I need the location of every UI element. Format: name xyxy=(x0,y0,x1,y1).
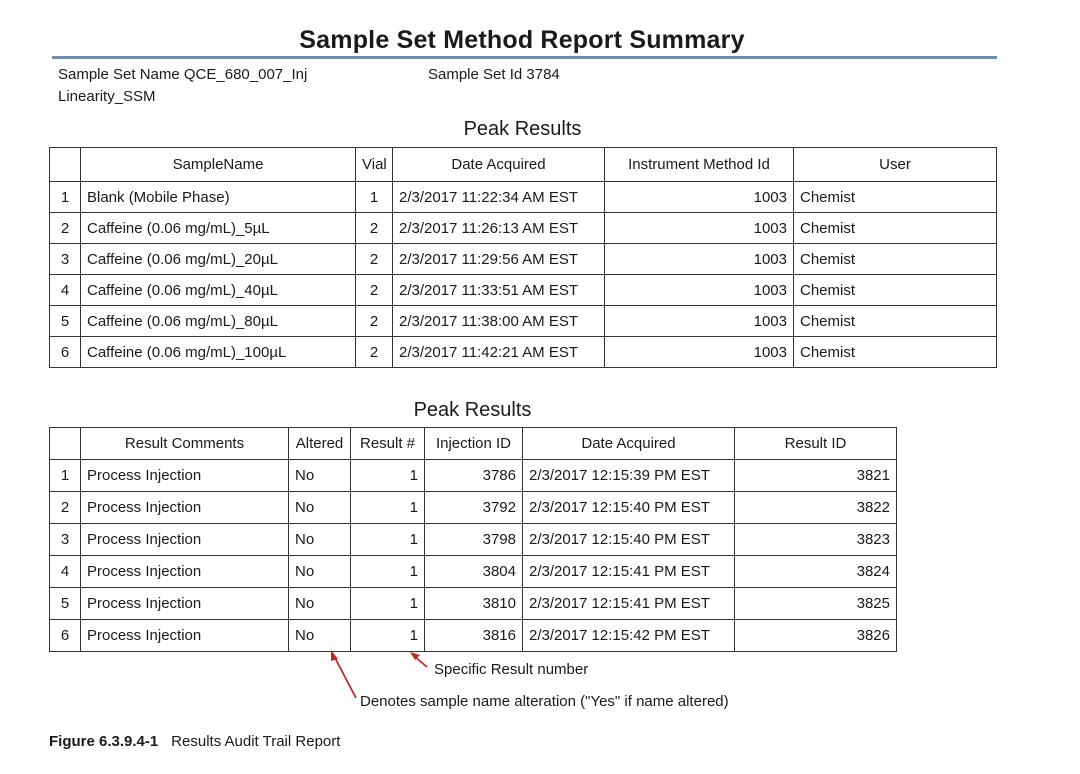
column-header: Vial xyxy=(356,148,393,182)
table-cell: 2/3/2017 11:33:51 AM EST xyxy=(393,275,605,306)
column-header: Result Comments xyxy=(81,428,289,460)
column-header: Altered xyxy=(289,428,351,460)
table-cell: 2/3/2017 12:15:41 PM EST xyxy=(523,588,735,620)
table-cell: No xyxy=(289,556,351,588)
result-number-arrow xyxy=(410,652,427,667)
column-header: Result ID xyxy=(735,428,897,460)
table-cell: 5 xyxy=(50,306,81,337)
table-cell: Process Injection xyxy=(81,492,289,524)
column-header: SampleName xyxy=(81,148,356,182)
table-cell: 1 xyxy=(50,460,81,492)
table-cell: Process Injection xyxy=(81,460,289,492)
table-cell: 3825 xyxy=(735,588,897,620)
table-cell: Chemist xyxy=(794,306,997,337)
column-header: User xyxy=(794,148,997,182)
table-cell: Chemist xyxy=(794,275,997,306)
table-cell: 3804 xyxy=(425,556,523,588)
table-cell: Process Injection xyxy=(81,620,289,652)
column-header: Date Acquired xyxy=(523,428,735,460)
table-cell: 1003 xyxy=(605,337,794,368)
table-cell: 2 xyxy=(50,213,81,244)
table-cell: 3826 xyxy=(735,620,897,652)
table-cell: No xyxy=(289,460,351,492)
table-cell: 2/3/2017 11:42:21 AM EST xyxy=(393,337,605,368)
table-cell: Caffeine (0.06 mg/mL)_100µL xyxy=(81,337,356,368)
table-cell: No xyxy=(289,524,351,556)
table-cell: 3798 xyxy=(425,524,523,556)
result-number-annotation: Specific Result number xyxy=(434,661,589,678)
table-cell: 1 xyxy=(351,492,425,524)
table-cell: 1 xyxy=(356,182,393,213)
table-cell: 1 xyxy=(351,460,425,492)
table-cell: 2/3/2017 11:22:34 AM EST xyxy=(393,182,605,213)
table-cell: Process Injection xyxy=(81,556,289,588)
table-cell: Process Injection xyxy=(81,588,289,620)
table-cell: 5 xyxy=(50,588,81,620)
table-cell: 3 xyxy=(50,524,81,556)
figure-caption xyxy=(49,733,340,750)
figure-number: Figure 6.3.9.4-1 xyxy=(49,733,159,750)
table-cell: 3 xyxy=(50,244,81,275)
column-header: Injection ID xyxy=(425,428,523,460)
table-cell: 2/3/2017 11:29:56 AM EST xyxy=(393,244,605,275)
table-cell: 2/3/2017 12:15:41 PM EST xyxy=(523,556,735,588)
table-cell: 3821 xyxy=(735,460,897,492)
table-cell: 1003 xyxy=(605,244,794,275)
table-cell: 1 xyxy=(351,556,425,588)
column-header: Result # xyxy=(351,428,425,460)
table-cell: 3792 xyxy=(425,492,523,524)
table-cell: 1 xyxy=(351,588,425,620)
table-cell: Caffeine (0.06 mg/mL)_80µL xyxy=(81,306,356,337)
table-cell: No xyxy=(289,492,351,524)
table-cell: 3823 xyxy=(735,524,897,556)
table-cell: 1003 xyxy=(605,275,794,306)
table-cell: 1003 xyxy=(605,182,794,213)
table-cell: Chemist xyxy=(794,244,997,275)
table-cell: 3786 xyxy=(425,460,523,492)
table-cell: No xyxy=(289,620,351,652)
peak-results-title-2: Peak Results xyxy=(413,399,532,421)
table-cell: 2/3/2017 11:26:13 AM EST xyxy=(393,213,605,244)
table-cell: 2/3/2017 11:38:00 AM EST xyxy=(393,306,605,337)
table-cell: 6 xyxy=(50,337,81,368)
table-cell: 3822 xyxy=(735,492,897,524)
table-cell: 2 xyxy=(50,492,81,524)
table-cell: 3810 xyxy=(425,588,523,620)
sample-set-id: Sample Set Id 3784 xyxy=(428,66,560,83)
table-cell: Process Injection xyxy=(81,524,289,556)
table-cell: Chemist xyxy=(794,182,997,213)
column-header: Date Acquired xyxy=(393,148,605,182)
report-title: Sample Set Method Report Summary xyxy=(299,26,745,54)
table-cell: Chemist xyxy=(794,337,997,368)
table-cell: 2/3/2017 12:15:40 PM EST xyxy=(523,492,735,524)
table-cell: 2 xyxy=(356,275,393,306)
figure-title: Results Audit Trail Report xyxy=(171,733,341,750)
sample-set-name-line2: Linearity_SSM xyxy=(58,88,156,105)
sample-set-name-line1: Sample Set Name QCE_680_007_Inj xyxy=(58,66,308,83)
table-cell: 2 xyxy=(356,244,393,275)
table-cell: 2/3/2017 12:15:40 PM EST xyxy=(523,524,735,556)
table-cell: 2 xyxy=(356,337,393,368)
table-cell: 4 xyxy=(50,275,81,306)
table-cell: 2 xyxy=(356,306,393,337)
table-cell: Chemist xyxy=(794,213,997,244)
table-cell: 2/3/2017 12:15:42 PM EST xyxy=(523,620,735,652)
table-cell: Caffeine (0.06 mg/mL)_5µL xyxy=(81,213,356,244)
table-cell: 1 xyxy=(50,182,81,213)
table-cell: 6 xyxy=(50,620,81,652)
table-cell: 1 xyxy=(351,620,425,652)
altered-arrow xyxy=(331,650,356,698)
peak-results-title-1: Peak Results xyxy=(463,118,582,140)
table-cell: Blank (Mobile Phase) xyxy=(81,182,356,213)
table-cell: No xyxy=(289,588,351,620)
table-cell: 1003 xyxy=(605,306,794,337)
table-cell: Caffeine (0.06 mg/mL)_40µL xyxy=(81,275,356,306)
table-cell: Caffeine (0.06 mg/mL)_20µL xyxy=(81,244,356,275)
column-header: Instrument Method Id xyxy=(605,148,794,182)
table-cell: 1003 xyxy=(605,213,794,244)
table-cell: 4 xyxy=(50,556,81,588)
table-cell: 1 xyxy=(351,524,425,556)
table-cell: 2 xyxy=(356,213,393,244)
altered-annotation: Denotes sample name alteration ("Yes" if name altered) xyxy=(360,693,729,710)
table-cell: 3824 xyxy=(735,556,897,588)
table-cell: 2/3/2017 12:15:39 PM EST xyxy=(523,460,735,492)
table-cell: 3816 xyxy=(425,620,523,652)
